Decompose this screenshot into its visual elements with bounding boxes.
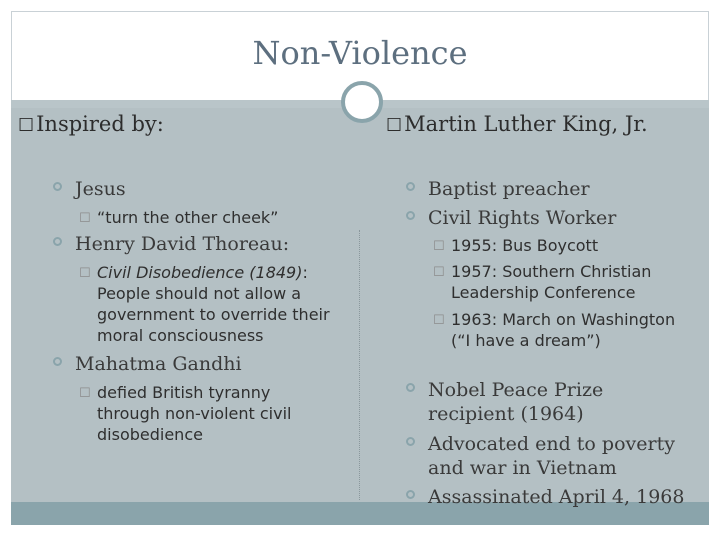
column-divider bbox=[359, 230, 361, 500]
ring-bullet-icon bbox=[406, 490, 415, 499]
ring-bullet-icon bbox=[406, 211, 415, 220]
sub-item-text: “turn the other cheek” bbox=[97, 208, 279, 227]
sub-item bbox=[79, 382, 332, 445]
list-item bbox=[428, 485, 703, 509]
list-item-label: Baptist preacher bbox=[428, 178, 590, 200]
list-item-label: Jesus bbox=[75, 178, 126, 200]
sub-item-text: 1955: Bus Boycott bbox=[451, 236, 599, 255]
list-item-label: Civil Rights Worker bbox=[428, 207, 617, 229]
sub-item bbox=[79, 262, 337, 346]
list-item-thoreau bbox=[75, 232, 289, 256]
square-bullet-icon: ☐ bbox=[79, 386, 91, 401]
book-title: Civil Disobedience (1849) bbox=[97, 263, 303, 282]
list-item bbox=[428, 378, 648, 426]
sub-item bbox=[433, 309, 681, 351]
left-heading-text: Inspired by: bbox=[36, 112, 164, 136]
checkbox-icon: ☐ bbox=[386, 115, 403, 136]
list-item bbox=[428, 177, 590, 201]
list-item bbox=[428, 206, 616, 230]
square-bullet-icon: ☐ bbox=[433, 265, 445, 280]
list-item-gandhi bbox=[75, 352, 242, 376]
list-item-label: Assassinated April 4, 1968 bbox=[428, 486, 685, 508]
sub-item-text: defied British tyranny through non-violent civil disobedience bbox=[97, 383, 292, 444]
square-bullet-icon: ☐ bbox=[79, 211, 91, 226]
list-item bbox=[428, 432, 698, 480]
sub-item-text: 1963: March on Washington (“I have a dream”) bbox=[451, 310, 676, 350]
sub-item-text: : People should not allow a government to override their moral consciousness bbox=[97, 263, 330, 345]
square-bullet-icon: ☐ bbox=[433, 313, 445, 328]
ring-bullet-icon bbox=[53, 357, 62, 366]
ring-bullet-icon bbox=[406, 437, 415, 446]
checkbox-icon: ☐ bbox=[18, 115, 35, 136]
circle-ornament-icon bbox=[341, 81, 383, 123]
ring-bullet-icon bbox=[406, 383, 415, 392]
right-column-heading bbox=[386, 112, 648, 136]
ring-bullet-icon bbox=[53, 182, 62, 191]
list-item-label: Nobel Peace Prize recipient (1964) bbox=[428, 379, 604, 425]
left-column-heading bbox=[18, 112, 164, 136]
slide-title: Non-Violence bbox=[252, 34, 468, 72]
list-item-label: Henry David Thoreau: bbox=[75, 233, 290, 255]
square-bullet-icon: ☐ bbox=[79, 266, 91, 281]
ring-bullet-icon bbox=[53, 237, 62, 246]
sub-item-text: 1957: Southern Christian Leadership Conference bbox=[451, 262, 652, 302]
right-heading-text: Martin Luther King, Jr. bbox=[404, 112, 648, 136]
sub-item bbox=[433, 261, 686, 303]
sub-item bbox=[79, 207, 357, 228]
list-item-label: Advocated end to poverty and war in Vietnam bbox=[428, 433, 675, 479]
list-item-label: Mahatma Gandhi bbox=[75, 353, 242, 375]
sub-item bbox=[433, 235, 691, 256]
ring-bullet-icon bbox=[406, 182, 415, 191]
list-item-jesus bbox=[75, 177, 126, 201]
square-bullet-icon: ☐ bbox=[433, 239, 445, 254]
